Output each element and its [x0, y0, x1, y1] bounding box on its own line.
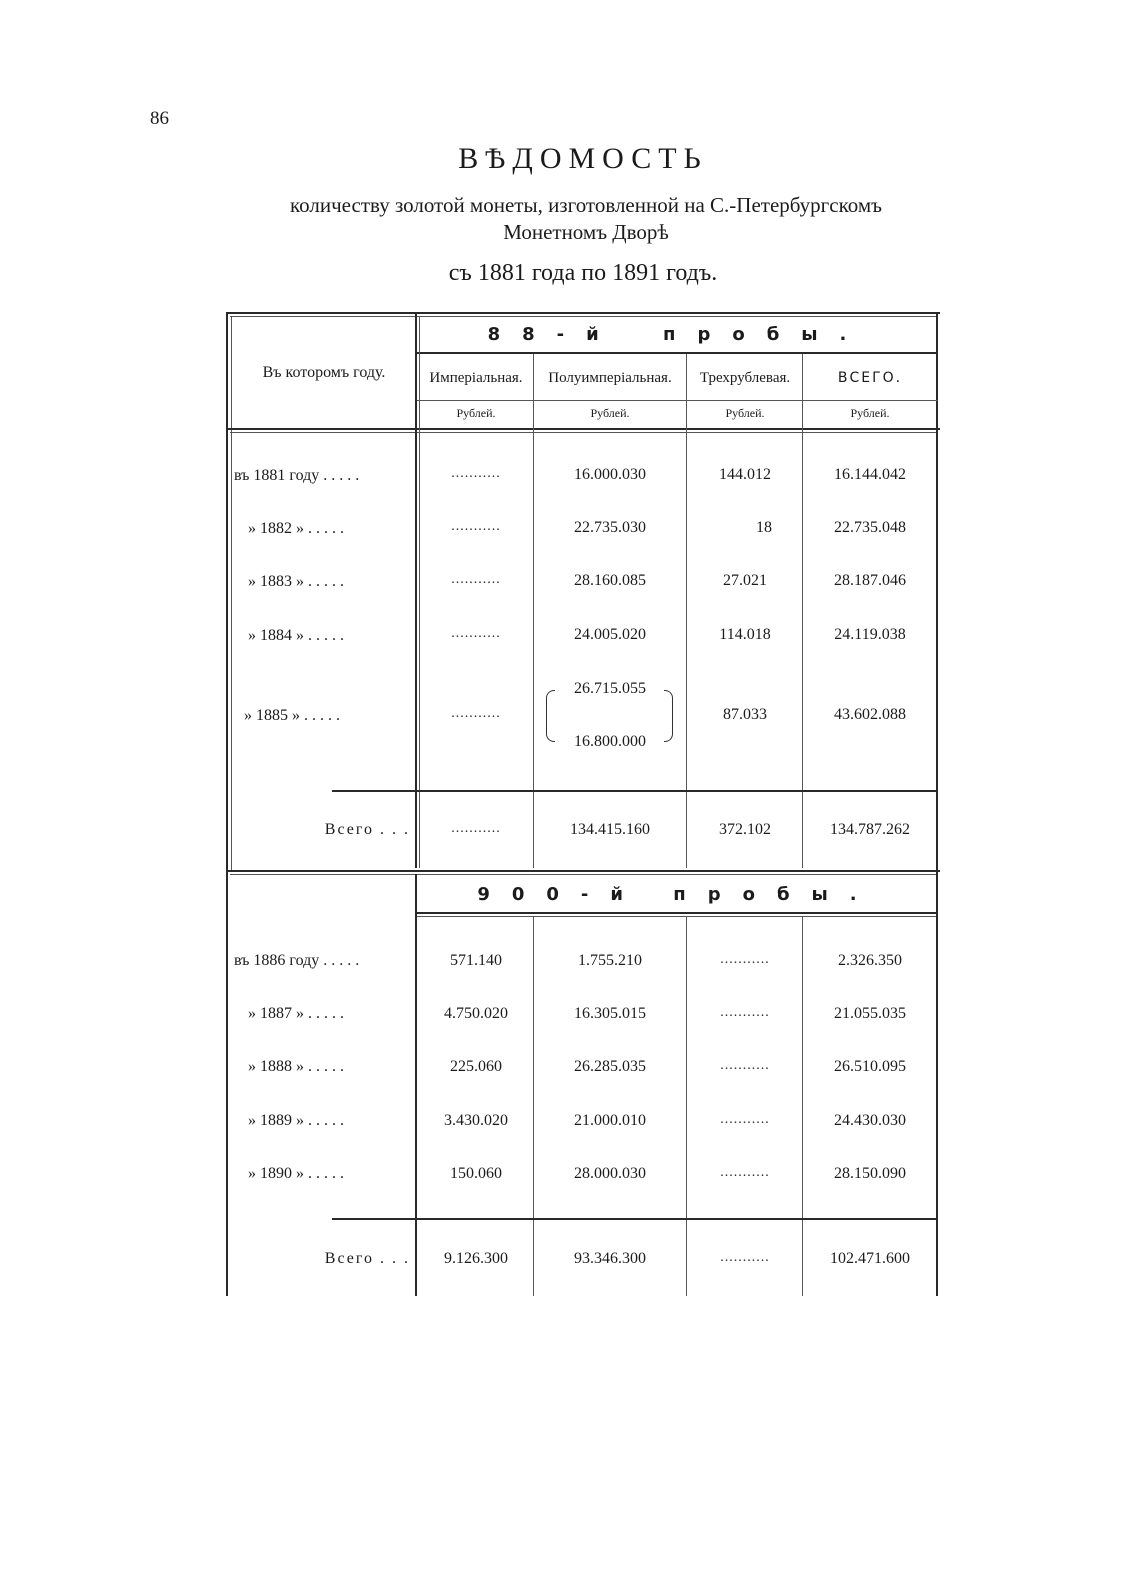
s1-row3-imperial: ........... — [451, 572, 501, 587]
table-left-border — [226, 312, 228, 1296]
s1-row4-three: 114.018 — [719, 626, 771, 643]
s2-row5-half: 28.000.030 — [574, 1165, 646, 1182]
s1-row2-three: 18 — [756, 519, 772, 536]
s1-total-half: 134.415.160 — [570, 821, 650, 838]
col-sep-1b — [419, 316, 420, 868]
year-column-header: Въ которомъ году. — [262, 364, 386, 381]
s2-total-half: 93.346.300 — [574, 1250, 646, 1267]
section2-title-rule-2 — [416, 916, 936, 917]
s2-row2-imperial: 4.750.020 — [444, 1005, 508, 1022]
period-line: съ 1881 года по 1891 годъ. — [448, 260, 718, 286]
s2-row5-total: 28.150.090 — [834, 1165, 906, 1182]
s1-row5-half-b: 16.800.000 — [574, 733, 646, 750]
s1-row5-imperial: ........... — [451, 706, 501, 721]
subtitle-line-2: Монетномъ Дворѣ — [503, 220, 669, 244]
section2-title: 900-й пробы. — [477, 884, 879, 905]
s2-row4-total: 24.430.030 — [834, 1112, 906, 1129]
section2-total-rule — [332, 1218, 938, 1220]
s1-row4-imperial: ........... — [451, 626, 501, 641]
s2-row1-total: 2.326.350 — [838, 952, 902, 969]
col-sep-4-s2 — [802, 916, 803, 1296]
page-title: ВѢДОМОСТЬ — [458, 142, 708, 175]
s2-row1-imperial: 571.140 — [450, 952, 502, 969]
section1-title-rule — [416, 352, 938, 354]
col-header-imperial: Имперіальная. — [429, 370, 523, 386]
s2-row2-year: » 1887 » . . . . . — [248, 1005, 344, 1022]
s1-total-imperial: ........... — [451, 821, 501, 836]
s2-total-three: ........... — [720, 1250, 770, 1265]
col-header-half-imperial: Полуимперіальная. — [548, 370, 672, 386]
s1-row1-total: 16.144.042 — [834, 466, 906, 483]
col-header-three-rouble: Трехрублевая. — [699, 370, 791, 386]
s2-row3-half: 26.285.035 — [574, 1058, 646, 1075]
table-left-border-inner — [231, 316, 232, 870]
s2-row3-total: 26.510.095 — [834, 1058, 906, 1075]
s2-row3-imperial: 225.060 — [450, 1058, 502, 1075]
s2-row1-three: ........... — [720, 952, 770, 967]
s2-row4-three: ........... — [720, 1112, 770, 1127]
s2-row3-year: » 1888 » . . . . . — [248, 1058, 344, 1075]
s1-row2-imperial: ........... — [451, 519, 501, 534]
s1-total-three: 372.102 — [719, 821, 771, 838]
col-sep-1-s2 — [415, 874, 417, 1296]
s1-row1-imperial: ........... — [451, 466, 501, 481]
s2-row4-year: » 1889 » . . . . . — [248, 1112, 344, 1129]
col-header-total: ВСЕГО. — [837, 370, 903, 386]
subtitle-line-1: количеству золотой монеты, изготовленной на С.-Петербургскомъ — [290, 193, 882, 217]
unit-half-imperial: Рублей. — [590, 406, 630, 420]
s1-row3-half: 28.160.085 — [574, 572, 646, 589]
s2-total-total: 102.471.600 — [830, 1250, 910, 1267]
table-top-rule-inner — [230, 316, 936, 317]
s1-row2-half: 22.735.030 — [574, 519, 646, 536]
s2-row5-three: ........... — [720, 1165, 770, 1180]
unit-total: Рублей. — [850, 406, 890, 420]
s1-total-label: Всего . . . — [324, 821, 410, 838]
col-sep-2-s2 — [533, 916, 534, 1296]
s1-row2-year: » 1882 » . . . . . — [248, 520, 344, 537]
header-bottom-rule — [226, 428, 940, 430]
s2-row4-imperial: 3.430.020 — [444, 1112, 508, 1129]
unit-three-rouble: Рублей. — [725, 406, 765, 420]
table-right-border — [936, 312, 938, 1296]
s1-row5-year: » 1885 » . . . . . — [244, 707, 340, 724]
s1-row1-half: 16.000.030 — [574, 466, 646, 483]
s1-row5-total: 43.602.088 — [834, 706, 906, 723]
s1-row5-half-a: 26.715.055 — [574, 680, 646, 697]
s1-row4-year: » 1884 » . . . . . — [248, 627, 344, 644]
page-number: 86 — [150, 108, 169, 129]
s2-row2-three: ........... — [720, 1005, 770, 1020]
s2-row3-three: ........... — [720, 1058, 770, 1073]
s2-row2-total: 21.055.035 — [834, 1005, 906, 1022]
s1-row3-three: 27.021 — [723, 572, 767, 589]
section1-title: 88-й пробы. — [487, 324, 869, 345]
s2-row1-half: 1.755.210 — [578, 952, 642, 969]
section-break-rule-2 — [230, 874, 936, 875]
s2-row5-imperial: 150.060 — [450, 1165, 502, 1182]
s1-row1-three: 144.012 — [719, 466, 771, 483]
units-rule — [416, 400, 938, 401]
table-top-rule — [226, 312, 940, 314]
section2-title-rule — [416, 912, 938, 914]
s2-row1-year: въ 1886 году . . . . . — [234, 952, 360, 969]
s1-row4-total: 24.119.038 — [834, 626, 906, 643]
s2-row5-year: » 1890 » . . . . . — [248, 1165, 344, 1182]
s2-total-label: Всего . . . — [324, 1250, 410, 1267]
col-sep-3-s2 — [686, 916, 687, 1296]
s1-total-total: 134.787.262 — [830, 821, 910, 838]
header-bottom-rule-2 — [230, 432, 936, 433]
s1-row4-half: 24.005.020 — [574, 626, 646, 643]
s1-row3-total: 28.187.046 — [834, 572, 906, 589]
s1-row5-three: 87.033 — [723, 706, 767, 723]
s2-row2-half: 16.305.015 — [574, 1005, 646, 1022]
section-break-rule — [226, 870, 940, 872]
unit-imperial: Рублей. — [456, 406, 496, 420]
s1-row2-total: 22.735.048 — [834, 519, 906, 536]
s1-row1-year: въ 1881 году . . . . . — [234, 467, 360, 484]
s2-total-imperial: 9.126.300 — [444, 1250, 508, 1267]
section1-total-rule — [332, 790, 938, 792]
s1-row3-year: » 1883 » . . . . . — [248, 573, 344, 590]
s2-row4-half: 21.000.010 — [574, 1112, 646, 1129]
